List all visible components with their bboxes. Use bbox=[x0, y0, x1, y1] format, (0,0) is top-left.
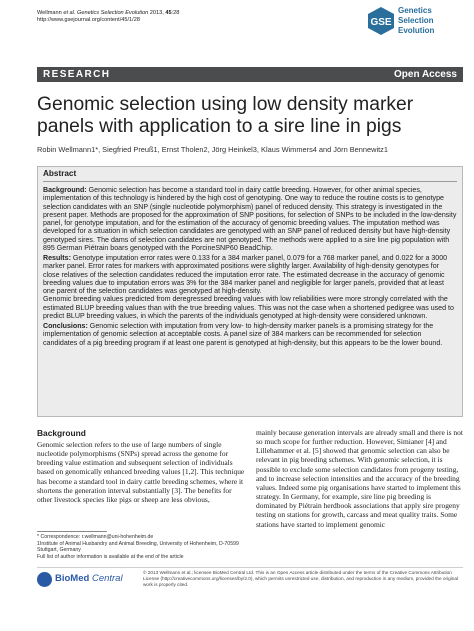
right-column bbox=[256, 428, 463, 529]
abstract-results bbox=[43, 254, 457, 320]
abstract-results-text-2: Genomic breeding values predicted from deregressed breeding values with low reliabilities were more strongly correlated with the estimated BLUP breeding values than with the true breeding values. This was not the case when a shortened pedigree was used to predict BLUP breeding values, in which the parents of the individuals genotyped at high-density were considered unknown. bbox=[43, 295, 454, 320]
abstract-results-label: Results: bbox=[43, 254, 71, 262]
article-type-label: RESEARCH bbox=[43, 69, 111, 80]
open-access-label: Open Access bbox=[394, 69, 457, 80]
affiliation-note: 1Institute of Animal Husbandry and Animal Breeding, University of Hohenheim, D-70599 Stuttgart, Germany bbox=[37, 540, 239, 554]
bmc-wordmark-biomed: BioMed bbox=[55, 573, 90, 584]
abstract-conclusions-text: Genomic selection with imputation from very low- to high-density marker panels is a promising strategy for the implementation of genomic selection at acceptable costs. A panel size of 384 markers can be recommended for selection candidates of a pig breeding program if at least one parent is genotyped at high-density, but this appears to be the lower bound. bbox=[43, 322, 443, 347]
bmc-wordmark-central: Central bbox=[89, 573, 123, 584]
footnotes bbox=[37, 534, 245, 560]
biomed-central-icon bbox=[37, 572, 52, 587]
article-title: Genomic selection using low density marker panels with application to a sire line in pigs bbox=[37, 94, 414, 137]
running-header bbox=[37, 10, 179, 24]
background-heading: Background bbox=[37, 428, 86, 438]
article-type-banner bbox=[37, 67, 463, 82]
right-column-text: mainly because generation intervals are already small and there is not so much scope for further reduction. However, Simianer [4] and Lillehammer et al. [5] showed that genomic selection can also be relevant in pig breeding schemes. With genomic selection, it is possible to exclude some selection candidates from progeny testing, and to increase selection intensities and the accuracy of the breeding values. Indeed some pig organisations have started to implement this strategy. In Germany, for example, sire line pig breeding is dominated by Piétrain herdbook associations that apply sire progeny testing on stations for growth, carcass and meat quality traits. Some stations have started to implement genomic bbox=[256, 428, 463, 529]
citation-article: :28 bbox=[171, 10, 180, 16]
gse-badge-icon bbox=[366, 6, 396, 36]
abstract-results-text: Genotype imputation error rates were 0.133 for a 384 marker panel, 0.079 for a 768 marker panel, and 0.022 for a 3000 marker panel. Error rates for markers with approximated positions were slightly larger. Availability of high-density genotypes for close relatives of the selection candidates reduced the imputation error rate. The estimated decrease in the accuracy of genomic breeding values due to imputation errors was 3% for the 384 marker panel and negligible for larger panels, provided that at least one parent of the selection candidates was genotyped at high-density. bbox=[43, 254, 448, 295]
biomed-central-logo[interactable] bbox=[37, 572, 139, 588]
correspondence-note: * Correspondence: r.wellmann@uni-hohenheim.de bbox=[37, 534, 154, 540]
left-column bbox=[37, 428, 245, 504]
abstract-conclusions bbox=[43, 322, 457, 347]
abstract-conclusions-label: Conclusions: bbox=[43, 322, 88, 330]
logo-line-genetics: Genetics bbox=[398, 6, 432, 15]
abstract-divider bbox=[43, 181, 457, 182]
logo-line-selection: Selection bbox=[398, 16, 434, 25]
journal-logo bbox=[366, 6, 466, 46]
footer-divider bbox=[37, 567, 463, 568]
citation-authors: Wellmann bbox=[37, 10, 64, 16]
citation-volume: 45 bbox=[165, 10, 172, 16]
abstract-body bbox=[43, 186, 457, 349]
author-info-note: Full list of author information is available at the end of the article bbox=[37, 553, 184, 560]
footnote-divider bbox=[37, 531, 107, 532]
citation-year: 2013, bbox=[148, 10, 166, 16]
license-text: © 2013 Wellmann et al.; licensee BioMed Central Ltd. This is an Open Access article distributed under the terms of the Creative Commons Attribution License (http://creativecommons.org/licenses/by/2.0), which permits unrestricted use, distribution, and reproduction in any medium, provided the original work is properly cited. bbox=[143, 570, 458, 587]
abstract-background-label: Background: bbox=[43, 186, 87, 194]
logo-line-evolution: Evolution bbox=[398, 26, 435, 35]
background-text: Genomic selection refers to the use of large numbers of single nucleotide polymorphisms (SNPs) spread across the genome for breeding value estimation and subsequent selection of individuals based on genomically enhanced breeding values [1,2]. This technique has become a standard tool in dairy cattle breeding schemes, where it shortens the generation interval substantially [3]. The benefits for other livestock species like pigs or sheep are less obvious, bbox=[37, 440, 245, 504]
citation-et-al: et al. bbox=[63, 10, 76, 16]
citation-journal: Genetics Selection Evolution bbox=[75, 10, 149, 16]
biomed-central-wordmark bbox=[55, 573, 123, 584]
citation-line bbox=[37, 10, 179, 17]
author-list: Robin Wellmann1*, Siegfried Preuß1, Ernst Tholen2, Jörg Heinkel3, Klaus Wimmers4 and Jörn Bennewitz1 bbox=[37, 145, 388, 154]
logo-badge-text: GSE bbox=[370, 17, 392, 28]
abstract-background-text: Genomic selection has become a standard tool in dairy cattle breeding. However, for other animal species, implementation of this technology is hindered by the high cost of genotyping. One way to reduce the routine costs is to genotype selection candidates with an SNP (single nucleotide polymorphism) panel of reduced density. This strategy is investigated in the present paper. Methods are proposed for the approximation of SNP positions, for selection of SNPs to be included in the low-density panel, for genotype imputation, and for the estimation of the accuracy of genomic breeding values. The imputation method was developed for a situation in which selection candidates are genotyped with an SNP panel of reduced density but have high-density genotyped sires. The dams of selection candidates are not genotyped. The methods were applied to a sire line pig population with 895 German Piétrain boars genotyped with the PorcineSNP60 BeadChip. bbox=[43, 186, 457, 252]
abstract-background bbox=[43, 186, 457, 252]
abstract-heading: Abstract bbox=[43, 169, 77, 178]
logo-wordmark bbox=[398, 6, 434, 36]
journal-url[interactable]: http://www.gsejournal.org/content/45/1/28 bbox=[37, 17, 140, 23]
